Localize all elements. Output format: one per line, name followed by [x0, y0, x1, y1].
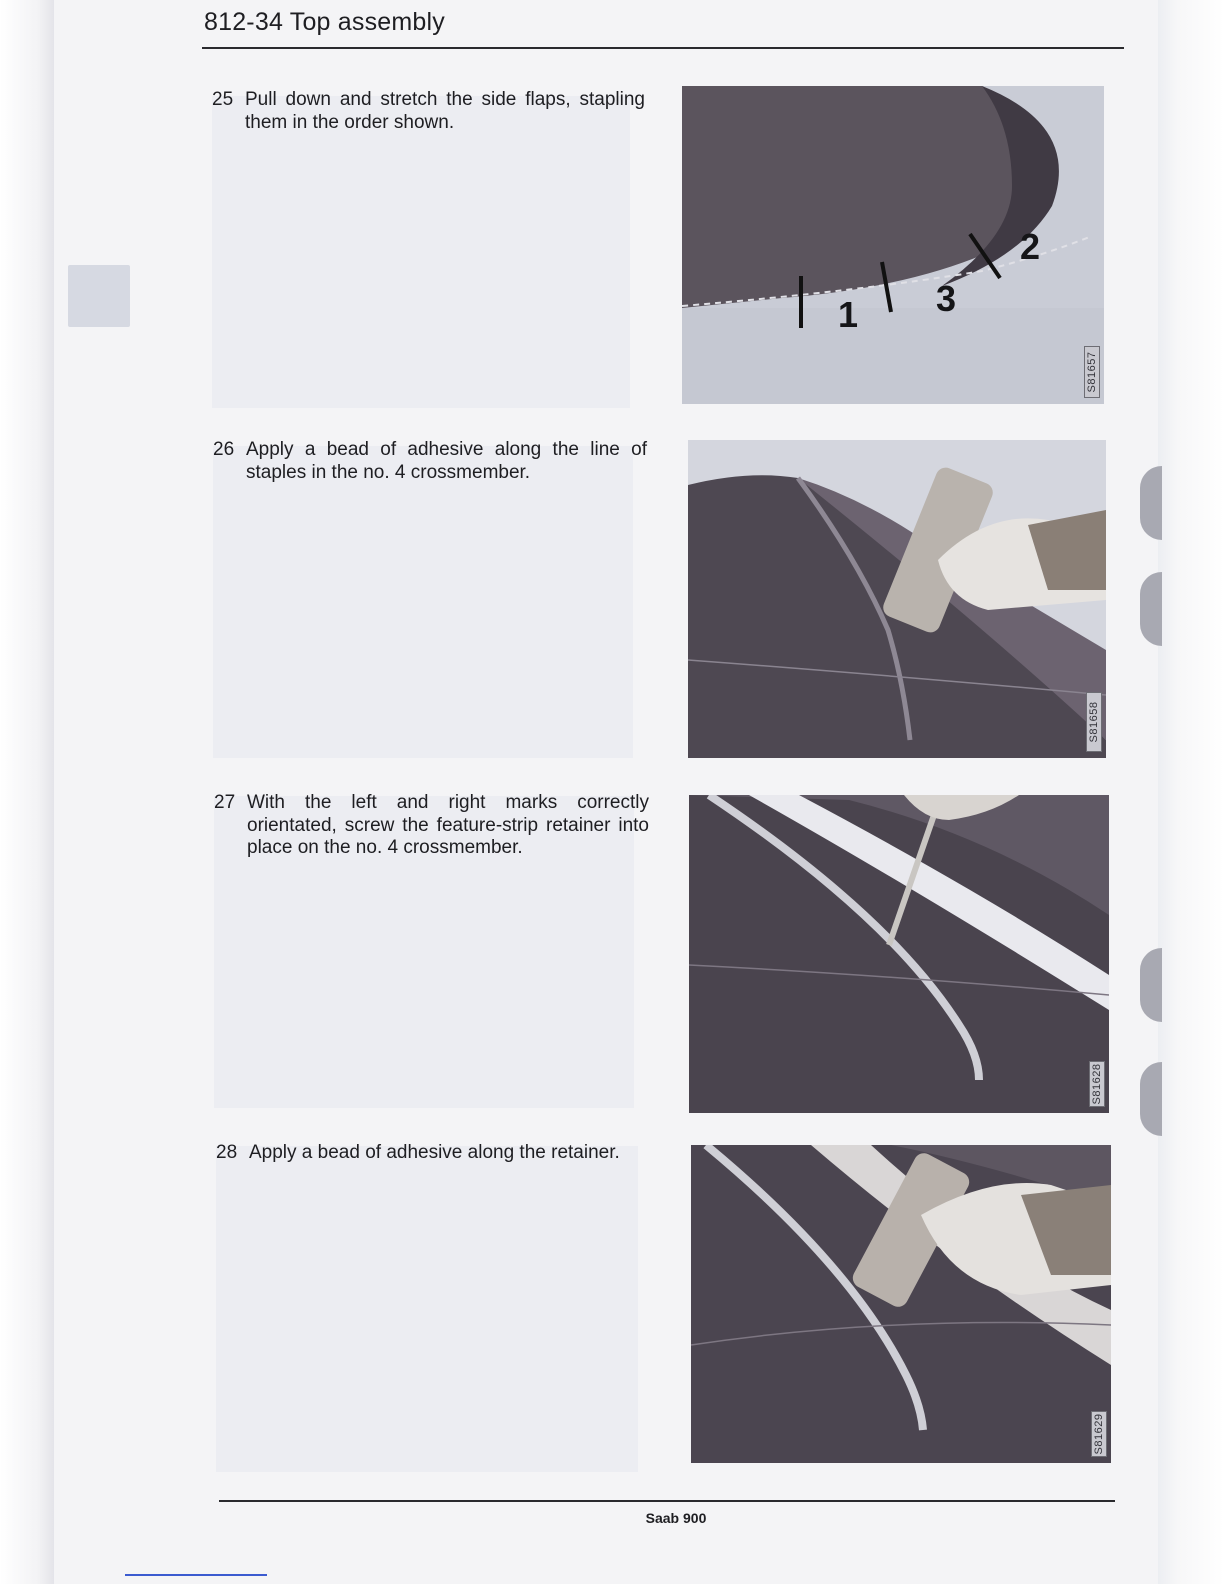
header-rule	[202, 47, 1124, 49]
footer-rule	[219, 1500, 1115, 1502]
step-photo	[688, 440, 1106, 758]
photo-code: S81629	[1093, 1413, 1105, 1455]
marker-label: 3	[936, 278, 957, 319]
photo-code-box	[1086, 692, 1102, 752]
scan-artifact-tab	[68, 265, 130, 327]
ghost-image	[212, 96, 630, 408]
step-text: Apply a bead of adhesive along the retainer.	[249, 1142, 620, 1163]
page-link-underline[interactable]	[125, 1574, 267, 1576]
marker-label: 1	[838, 294, 859, 335]
photo-code: S81658	[1088, 701, 1100, 743]
photo-code: S81657	[1086, 351, 1098, 393]
step-photo	[682, 86, 1104, 404]
ghost-image	[213, 446, 633, 758]
step-text: Apply a bead of adhesive along the line of staples in the no. 4 crossmember.	[246, 439, 647, 483]
photo-code-box	[1091, 1411, 1107, 1457]
step-photo	[691, 1145, 1111, 1463]
step-number: 26	[213, 439, 235, 460]
step-photo	[689, 795, 1109, 1113]
photo-code-box	[1084, 346, 1100, 398]
binder-hole	[1140, 948, 1162, 1022]
ghost-image	[216, 1146, 638, 1472]
scan-margin-right	[1158, 0, 1224, 1584]
photo-code: S81628	[1091, 1063, 1103, 1105]
step-number: 27	[214, 792, 236, 813]
page-title: 812-34 Top assembly	[204, 8, 445, 36]
step-text: Pull down and stretch the side flaps, stapling them in the order shown.	[245, 89, 645, 133]
footer-text: Saab 900	[645, 1510, 707, 1526]
step-number: 25	[212, 89, 234, 110]
photo-code-box	[1089, 1061, 1105, 1107]
scan-margin-left	[0, 0, 54, 1584]
step-number: 28	[216, 1142, 238, 1163]
binder-hole	[1140, 1062, 1162, 1136]
binder-hole	[1140, 572, 1162, 646]
binder-hole	[1140, 466, 1162, 540]
marker-label: 2	[1020, 226, 1041, 267]
step-text: With the left and right marks correctly orientated, screw the feature-strip retainer into place on the no. 4 crossmember.	[247, 792, 649, 858]
